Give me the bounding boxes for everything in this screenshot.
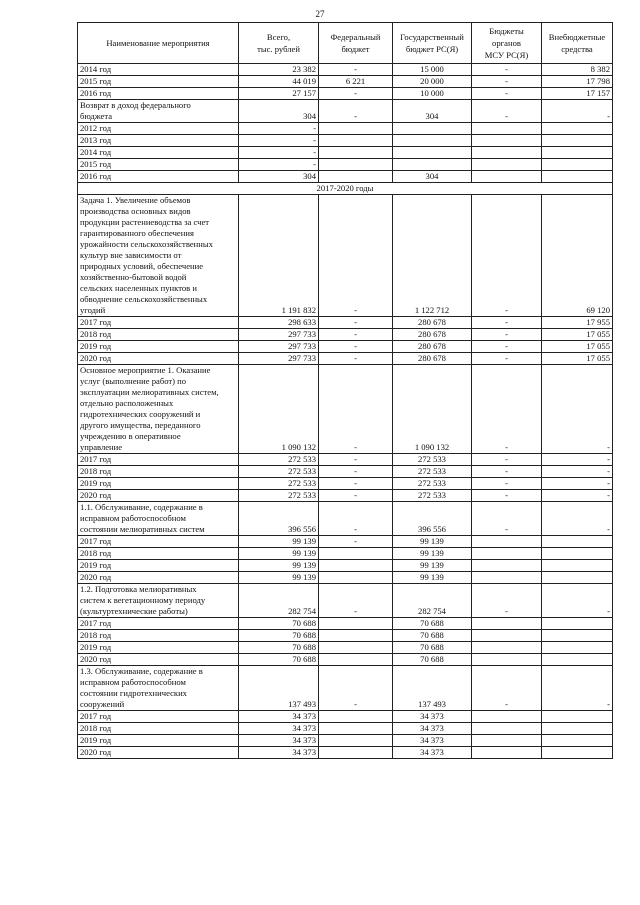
cell-federal: - <box>319 490 393 502</box>
cell-state: 280 678 <box>393 353 472 365</box>
cell-state <box>393 159 472 171</box>
header-name: Наименование мероприятия <box>78 23 239 64</box>
cell-extra <box>542 723 613 735</box>
cell-state: 280 678 <box>393 317 472 329</box>
cell-state: 34 373 <box>393 711 472 723</box>
cell-name: 1.1. Обслуживание, содержание в исправном работоспособном состоянии мелиоративных систем <box>78 502 239 536</box>
cell-total: - <box>239 123 319 135</box>
cell-state: 15 000 <box>393 64 472 76</box>
cell-total: 99 139 <box>239 560 319 572</box>
table-row <box>78 618 613 630</box>
cell-municipal: - <box>472 76 542 88</box>
cell-municipal <box>472 723 542 735</box>
cell-municipal: - <box>472 584 542 618</box>
cell-federal: 6 221 <box>319 76 393 88</box>
cell-municipal <box>472 147 542 159</box>
table-row <box>78 341 613 353</box>
cell-federal <box>319 642 393 654</box>
cell-total: 297 733 <box>239 353 319 365</box>
cell-name: 1.3. Обслуживание, содержание в исправном работоспособном состоянии гидротехнических сооружений <box>78 666 239 711</box>
cell-municipal: - <box>472 454 542 466</box>
cell-name: 2020 год <box>78 747 239 759</box>
cell-total: 1 191 832 <box>239 195 319 317</box>
cell-extra <box>542 572 613 584</box>
cell-total: 34 373 <box>239 711 319 723</box>
header-state: Государственный бюджет РС(Я) <box>393 23 472 64</box>
cell-municipal <box>472 618 542 630</box>
cell-total: 304 <box>239 100 319 123</box>
cell-state: 70 688 <box>393 618 472 630</box>
table-row <box>78 353 613 365</box>
cell-name: 2020 год <box>78 654 239 666</box>
cell-total: 272 533 <box>239 490 319 502</box>
cell-federal <box>319 735 393 747</box>
cell-extra: - <box>542 666 613 711</box>
cell-name: 2014 год <box>78 64 239 76</box>
cell-name: 2018 год <box>78 329 239 341</box>
cell-state <box>393 123 472 135</box>
cell-total: 272 533 <box>239 466 319 478</box>
cell-federal: - <box>319 329 393 341</box>
cell-total: 70 688 <box>239 642 319 654</box>
cell-municipal: - <box>472 317 542 329</box>
cell-municipal: - <box>472 353 542 365</box>
table-body <box>78 64 613 759</box>
cell-state: 20 000 <box>393 76 472 88</box>
cell-total: 99 139 <box>239 536 319 548</box>
cell-state: 1 090 132 <box>393 365 472 454</box>
cell-federal: - <box>319 341 393 353</box>
cell-municipal <box>472 572 542 584</box>
cell-extra: 17 055 <box>542 353 613 365</box>
cell-total: 1 090 132 <box>239 365 319 454</box>
cell-name: Задача 1. Увеличение объемов производства основных видов продукции растениеводства за счет гарантированного обеспечения урожайности сельскохозяйственных культур вне зависимости от природных условий, обеспечение хозяйственно-бытовой водой сельских населенных пунктов и обводнение сельскохозяйственных угодий <box>78 195 239 317</box>
cell-extra <box>542 642 613 654</box>
table-row <box>78 147 613 159</box>
cell-total: 99 139 <box>239 548 319 560</box>
table-row <box>78 723 613 735</box>
cell-total: 272 533 <box>239 478 319 490</box>
cell-total: 23 382 <box>239 64 319 76</box>
cell-total: 70 688 <box>239 630 319 642</box>
cell-extra <box>542 159 613 171</box>
table-row <box>78 171 613 183</box>
cell-total: 297 733 <box>239 329 319 341</box>
cell-extra <box>542 548 613 560</box>
table-row <box>78 735 613 747</box>
table-row <box>78 560 613 572</box>
table-row <box>78 123 613 135</box>
cell-extra <box>542 711 613 723</box>
cell-name: 2017 год <box>78 454 239 466</box>
cell-name: 2015 год <box>78 76 239 88</box>
cell-extra: 17 055 <box>542 341 613 353</box>
table-row <box>78 548 613 560</box>
cell-municipal: - <box>472 341 542 353</box>
table-row <box>78 466 613 478</box>
cell-federal <box>319 630 393 642</box>
cell-extra <box>542 536 613 548</box>
cell-state: 1 122 712 <box>393 195 472 317</box>
cell-total: 34 373 <box>239 723 319 735</box>
cell-extra: 8 382 <box>542 64 613 76</box>
cell-extra <box>542 654 613 666</box>
cell-state: 272 533 <box>393 466 472 478</box>
cell-municipal <box>472 135 542 147</box>
cell-total: 396 556 <box>239 502 319 536</box>
period-span-cell: 2017-2020 годы <box>78 183 613 195</box>
cell-federal: - <box>319 466 393 478</box>
cell-municipal <box>472 536 542 548</box>
cell-name: 2018 год <box>78 630 239 642</box>
table-row <box>78 584 613 618</box>
header-extra: Внебюджетные средства <box>542 23 613 64</box>
table-row <box>78 711 613 723</box>
cell-total: 298 633 <box>239 317 319 329</box>
budget-table <box>77 22 613 759</box>
table-row <box>78 183 613 195</box>
cell-federal <box>319 560 393 572</box>
cell-federal: - <box>319 353 393 365</box>
cell-name: 2020 год <box>78 572 239 584</box>
cell-total: 34 373 <box>239 747 319 759</box>
cell-name: 2016 год <box>78 88 239 100</box>
cell-name: 2017 год <box>78 317 239 329</box>
page-number: 27 <box>315 9 325 19</box>
cell-state: 34 373 <box>393 747 472 759</box>
table-row <box>78 572 613 584</box>
cell-federal: - <box>319 454 393 466</box>
cell-name: 2019 год <box>78 642 239 654</box>
cell-state: 99 139 <box>393 548 472 560</box>
cell-total: - <box>239 159 319 171</box>
cell-federal <box>319 171 393 183</box>
cell-federal: - <box>319 100 393 123</box>
cell-federal: - <box>319 195 393 317</box>
cell-state: 137 493 <box>393 666 472 711</box>
table-row <box>78 135 613 147</box>
cell-extra <box>542 735 613 747</box>
table-row <box>78 317 613 329</box>
cell-name: 2017 год <box>78 618 239 630</box>
cell-federal: - <box>319 666 393 711</box>
cell-extra <box>542 147 613 159</box>
cell-name: 2018 год <box>78 723 239 735</box>
cell-total: 27 157 <box>239 88 319 100</box>
cell-extra <box>542 171 613 183</box>
cell-extra: 17 798 <box>542 76 613 88</box>
cell-municipal <box>472 735 542 747</box>
cell-municipal <box>472 548 542 560</box>
cell-municipal <box>472 123 542 135</box>
cell-name: 2019 год <box>78 341 239 353</box>
cell-name: 2019 год <box>78 478 239 490</box>
table-row <box>78 365 613 454</box>
cell-federal <box>319 159 393 171</box>
cell-extra: - <box>542 490 613 502</box>
cell-federal <box>319 572 393 584</box>
cell-state <box>393 135 472 147</box>
cell-name: 2017 год <box>78 536 239 548</box>
cell-name: 2012 год <box>78 123 239 135</box>
cell-federal: - <box>319 317 393 329</box>
cell-federal: - <box>319 365 393 454</box>
cell-state: 99 139 <box>393 560 472 572</box>
cell-municipal <box>472 171 542 183</box>
table-row <box>78 195 613 317</box>
table-row <box>78 747 613 759</box>
cell-name: 1.2. Подготовка мелиоративных систем к вегетационному периоду (культуртехнические работы) <box>78 584 239 618</box>
cell-federal <box>319 147 393 159</box>
cell-municipal <box>472 159 542 171</box>
cell-federal: - <box>319 64 393 76</box>
table-row <box>78 76 613 88</box>
cell-federal <box>319 123 393 135</box>
table-row <box>78 64 613 76</box>
cell-extra <box>542 560 613 572</box>
cell-total: 137 493 <box>239 666 319 711</box>
cell-municipal: - <box>472 100 542 123</box>
cell-name: Возврат в доход федерального бюджета <box>78 100 239 123</box>
cell-name: 2013 год <box>78 135 239 147</box>
cell-state: 280 678 <box>393 341 472 353</box>
cell-state: 70 688 <box>393 654 472 666</box>
cell-total: 282 754 <box>239 584 319 618</box>
cell-name: 2015 год <box>78 159 239 171</box>
cell-total: 34 373 <box>239 735 319 747</box>
cell-total: 70 688 <box>239 618 319 630</box>
cell-name: 2020 год <box>78 353 239 365</box>
header-total: Всего, тыс. рублей <box>239 23 319 64</box>
cell-extra <box>542 747 613 759</box>
cell-extra: - <box>542 478 613 490</box>
cell-state: 99 139 <box>393 536 472 548</box>
table-row <box>78 100 613 123</box>
cell-extra: - <box>542 466 613 478</box>
cell-state: 99 139 <box>393 572 472 584</box>
cell-name: Основное мероприятие 1. Оказание услуг (выполнение работ) по эксплуатации мелиоративных систем, отдельно расположенных гидротехнических сооружений и другого имущества, переданного учреждению в оперативное управление <box>78 365 239 454</box>
cell-municipal <box>472 560 542 572</box>
cell-municipal: - <box>472 502 542 536</box>
header-municipal: Бюджеты органов МСУ РС(Я) <box>472 23 542 64</box>
cell-municipal: - <box>472 88 542 100</box>
cell-state: 70 688 <box>393 630 472 642</box>
cell-name: 2018 год <box>78 466 239 478</box>
table-row <box>78 642 613 654</box>
cell-municipal: - <box>472 666 542 711</box>
cell-federal <box>319 618 393 630</box>
cell-state <box>393 147 472 159</box>
cell-state: 304 <box>393 100 472 123</box>
cell-extra: 69 120 <box>542 195 613 317</box>
cell-municipal <box>472 711 542 723</box>
cell-extra <box>542 630 613 642</box>
cell-state: 70 688 <box>393 642 472 654</box>
cell-name: 2018 год <box>78 548 239 560</box>
cell-municipal <box>472 642 542 654</box>
cell-total: 70 688 <box>239 654 319 666</box>
cell-name: 2016 год <box>78 171 239 183</box>
cell-municipal <box>472 630 542 642</box>
cell-state: 272 533 <box>393 490 472 502</box>
table-row <box>78 630 613 642</box>
cell-municipal: - <box>472 64 542 76</box>
cell-name: 2019 год <box>78 560 239 572</box>
cell-name: 2019 год <box>78 735 239 747</box>
table-header-row <box>78 23 613 64</box>
cell-state: 272 533 <box>393 478 472 490</box>
cell-extra: 17 955 <box>542 317 613 329</box>
cell-extra: - <box>542 502 613 536</box>
cell-federal: - <box>319 478 393 490</box>
cell-total: 304 <box>239 171 319 183</box>
cell-federal: - <box>319 502 393 536</box>
cell-federal <box>319 747 393 759</box>
cell-extra: 17 055 <box>542 329 613 341</box>
table-row <box>78 329 613 341</box>
cell-federal <box>319 135 393 147</box>
cell-extra: - <box>542 584 613 618</box>
header-federal: Федеральный бюджет <box>319 23 393 64</box>
cell-name: 2017 год <box>78 711 239 723</box>
cell-federal: - <box>319 88 393 100</box>
table-row <box>78 88 613 100</box>
cell-extra: - <box>542 365 613 454</box>
cell-extra <box>542 135 613 147</box>
table-row <box>78 454 613 466</box>
table-row <box>78 654 613 666</box>
table-row <box>78 478 613 490</box>
cell-extra <box>542 618 613 630</box>
cell-federal <box>319 723 393 735</box>
cell-state: 272 533 <box>393 454 472 466</box>
cell-total: 99 139 <box>239 572 319 584</box>
cell-municipal: - <box>472 490 542 502</box>
cell-municipal: - <box>472 365 542 454</box>
cell-state: 396 556 <box>393 502 472 536</box>
cell-total: - <box>239 147 319 159</box>
cell-total: 272 533 <box>239 454 319 466</box>
cell-municipal: - <box>472 195 542 317</box>
cell-federal <box>319 654 393 666</box>
cell-name: 2014 год <box>78 147 239 159</box>
cell-municipal: - <box>472 478 542 490</box>
cell-total: - <box>239 135 319 147</box>
cell-state: 282 754 <box>393 584 472 618</box>
table-row <box>78 490 613 502</box>
cell-municipal: - <box>472 329 542 341</box>
cell-total: 297 733 <box>239 341 319 353</box>
cell-state: 34 373 <box>393 735 472 747</box>
cell-name: 2020 год <box>78 490 239 502</box>
cell-municipal: - <box>472 466 542 478</box>
cell-federal: - <box>319 536 393 548</box>
cell-extra: - <box>542 100 613 123</box>
cell-total: 44 019 <box>239 76 319 88</box>
cell-state: 34 373 <box>393 723 472 735</box>
cell-state: 280 678 <box>393 329 472 341</box>
cell-extra: - <box>542 454 613 466</box>
cell-federal: - <box>319 584 393 618</box>
table-row <box>78 666 613 711</box>
cell-extra: 17 157 <box>542 88 613 100</box>
table-row <box>78 536 613 548</box>
table-row <box>78 159 613 171</box>
cell-federal <box>319 548 393 560</box>
cell-municipal <box>472 747 542 759</box>
cell-extra <box>542 123 613 135</box>
cell-municipal <box>472 654 542 666</box>
cell-state: 304 <box>393 171 472 183</box>
table-row <box>78 502 613 536</box>
cell-state: 10 000 <box>393 88 472 100</box>
cell-federal <box>319 711 393 723</box>
